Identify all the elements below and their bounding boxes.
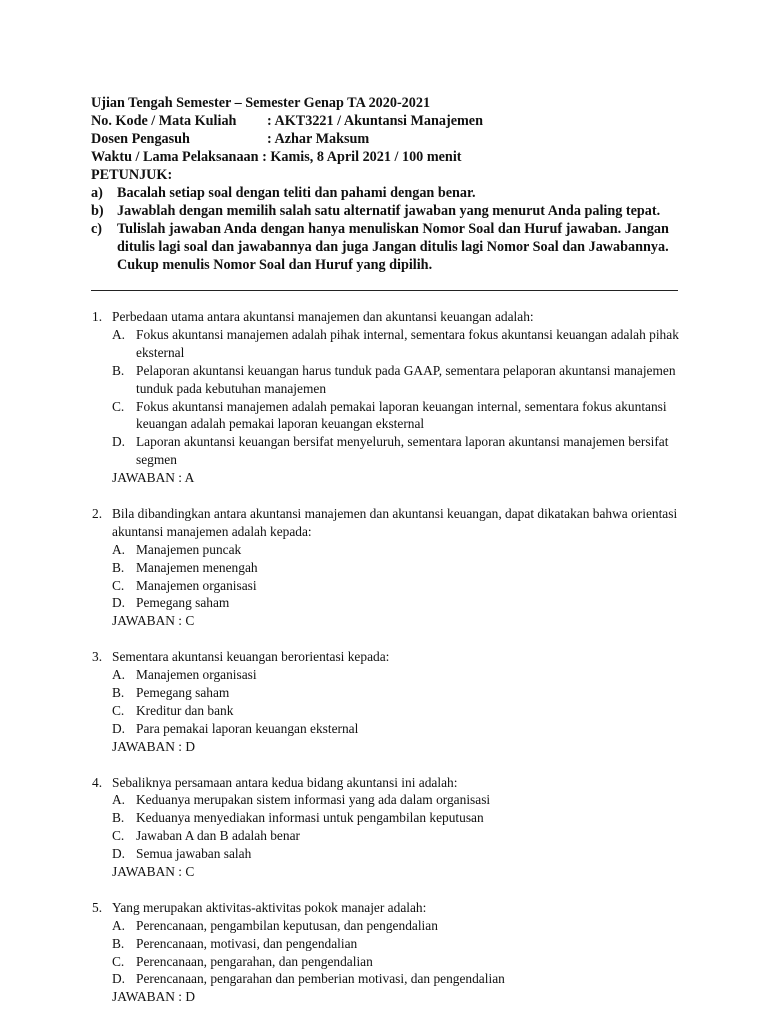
option-text: Perencanaan, motivasi, dan pengendalian	[136, 935, 358, 951]
option-label: B.	[112, 685, 125, 700]
course-code-label: No. Kode / Mata Kuliah	[91, 113, 237, 129]
option-a	[92, 791, 682, 809]
option-b	[92, 809, 682, 827]
instruction-text: Jawablah dengan memilih salah satu alternatif jawaban yang menurut Anda paling tepat.	[117, 203, 661, 219]
lecturer-label: Dosen Pengasuh	[91, 131, 190, 147]
option-label: A.	[112, 667, 126, 683]
option-text: Kreditur dan bank	[136, 702, 234, 718]
option-c	[92, 702, 682, 720]
option-text: Fokus akuntansi manajemen adalah pihak internal, sementara fokus akuntansi keuangan adalah pihak eksternal	[136, 326, 679, 360]
option-label: D.	[112, 720, 126, 736]
option-label: C.	[112, 702, 125, 718]
course-code-row	[91, 112, 681, 130]
option-c	[92, 827, 682, 845]
option-text: Pemegang saham	[136, 685, 230, 700]
instruction-text: Bacalah setiap soal dengan teliti dan pahami dengan benar.	[117, 185, 476, 201]
question-5	[92, 899, 682, 1006]
time-label: Waktu / Lama Pelaksanaan	[91, 149, 259, 165]
option-label: D.	[112, 846, 126, 862]
instruction-item	[91, 184, 681, 202]
question-number: 3.	[92, 649, 103, 665]
option-text: Manajemen organisasi	[136, 577, 257, 593]
exam-header	[91, 94, 681, 274]
option-text: Fokus akuntansi manajemen adalah pemakai laporan keuangan internal, sementara fokus akuntansi keuangan adalah pemakai laporan keuangan eksternal	[136, 398, 667, 432]
question-1	[92, 308, 682, 487]
option-label: A.	[112, 326, 126, 342]
option-d	[92, 433, 682, 469]
option-text: Jawaban A dan B adalah benar	[136, 828, 300, 844]
option-label: C.	[112, 577, 125, 593]
option-text: Perencanaan, pengarahan dan pemberian motivasi, dan pengendalian	[136, 971, 505, 987]
instruction-item	[91, 202, 681, 220]
option-label: D.	[112, 434, 126, 450]
answer-line: JAWABAN : A	[112, 470, 195, 486]
question-number: 2.	[92, 505, 103, 521]
option-d	[92, 720, 682, 738]
option-label: D.	[112, 595, 126, 611]
option-d	[92, 970, 682, 988]
exam-title: Ujian Tengah Semester – Semester Genap TA 2020-2021	[91, 95, 431, 111]
option-label: A.	[112, 792, 126, 808]
option-label: C.	[112, 828, 125, 844]
option-c	[92, 398, 682, 434]
question-number: 1.	[92, 309, 103, 324]
option-c	[92, 577, 682, 595]
option-label: B.	[112, 810, 125, 826]
instruction-text: Tulislah jawaban Anda dengan hanya menuliskan Nomor Soal dan Huruf jawaban. Jangan ditulis lagi soal dan jawabannya dan juga Jangan ditulis lagi Nomor Soal dan Jawabannya. Cukup menulis Nomor Soal dan Huruf yang dipilih.	[117, 221, 669, 273]
answer-line: JAWABAN : C	[112, 613, 195, 629]
option-text: Keduanya menyediakan informasi untuk pengambilan keputusan	[136, 810, 484, 826]
option-label: C.	[112, 953, 125, 969]
question-text: Sementara akuntansi keuangan berorientasi kepada:	[112, 649, 390, 665]
time-row	[91, 148, 681, 166]
option-text: Perencanaan, pengarahan, dan pengendalian	[136, 953, 373, 969]
instruction-label: a)	[91, 185, 103, 201]
time-value: : Kamis, 8 April 2021 / 100 menit	[258, 149, 462, 165]
option-text: Semua jawaban salah	[136, 846, 252, 862]
option-label: A.	[112, 541, 126, 557]
question-3	[92, 648, 682, 755]
option-label: B.	[112, 935, 125, 951]
header-divider	[91, 290, 678, 291]
option-b	[92, 684, 682, 702]
option-b	[92, 935, 682, 953]
lecturer-row	[91, 130, 681, 148]
question-number: 4.	[92, 774, 103, 790]
option-d	[92, 845, 682, 863]
lecturer-value: : Azhar Maksum	[267, 131, 370, 147]
option-text: Perencanaan, pengambilan keputusan, dan pengendalian	[136, 917, 438, 933]
option-text: Manajemen menengah	[136, 559, 258, 575]
question-number: 5.	[92, 899, 103, 915]
option-text: Keduanya merupakan sistem informasi yang ada dalam organisasi	[136, 792, 491, 808]
option-text: Laporan akuntansi keuangan bersifat menyeluruh, sementara laporan akuntansi manajemen bersifat segmen	[136, 434, 669, 468]
option-text: Pemegang saham	[136, 595, 230, 611]
instruction-label: b)	[91, 203, 104, 219]
question-text: Yang merupakan aktivitas-aktivitas pokok manajer adalah:	[112, 899, 427, 915]
question-list	[92, 308, 682, 1024]
question-text: Bila dibandingkan antara akuntansi manajemen dan akuntansi keuangan, dapat dikatakan bahwa orientasi akuntansi manajemen adalah kepada:	[112, 505, 678, 539]
option-label: C.	[112, 398, 125, 414]
option-d	[92, 594, 682, 612]
option-text: Manajemen puncak	[136, 541, 242, 557]
option-label: A.	[112, 917, 126, 933]
option-label: B.	[112, 362, 125, 378]
instruction-label: c)	[91, 221, 103, 237]
option-text: Pelaporan akuntansi keuangan harus tunduk pada GAAP, sementara pelaporan akuntansi manajemen tunduk pada kebutuhan manajemen	[136, 362, 676, 396]
option-c	[92, 953, 682, 971]
answer-line: JAWABAN : C	[112, 864, 195, 880]
question-text: Perbedaan utama antara akuntansi manajemen dan akuntansi keuangan adalah:	[112, 309, 534, 324]
option-label: B.	[112, 559, 125, 575]
option-a	[92, 666, 682, 684]
option-b	[92, 559, 682, 577]
course-code-value: : AKT3221 / Akuntansi Manajemen	[267, 113, 483, 129]
option-label: D.	[112, 971, 126, 987]
instruction-item	[91, 220, 681, 274]
option-text: Manajemen organisasi	[136, 667, 257, 683]
question-4	[92, 774, 682, 881]
question-text: Sebaliknya persamaan antara kedua bidang akuntansi ini adalah:	[112, 774, 458, 790]
answer-line: JAWABAN : D	[112, 989, 195, 1005]
option-text: Para pemakai laporan keuangan eksternal	[136, 720, 359, 736]
question-2	[92, 505, 682, 630]
option-b	[92, 362, 682, 398]
option-a	[92, 326, 682, 362]
option-a	[92, 917, 682, 935]
instructions-heading: PETUNJUK:	[91, 167, 173, 183]
answer-line: JAWABAN : D	[112, 738, 195, 754]
option-a	[92, 541, 682, 559]
